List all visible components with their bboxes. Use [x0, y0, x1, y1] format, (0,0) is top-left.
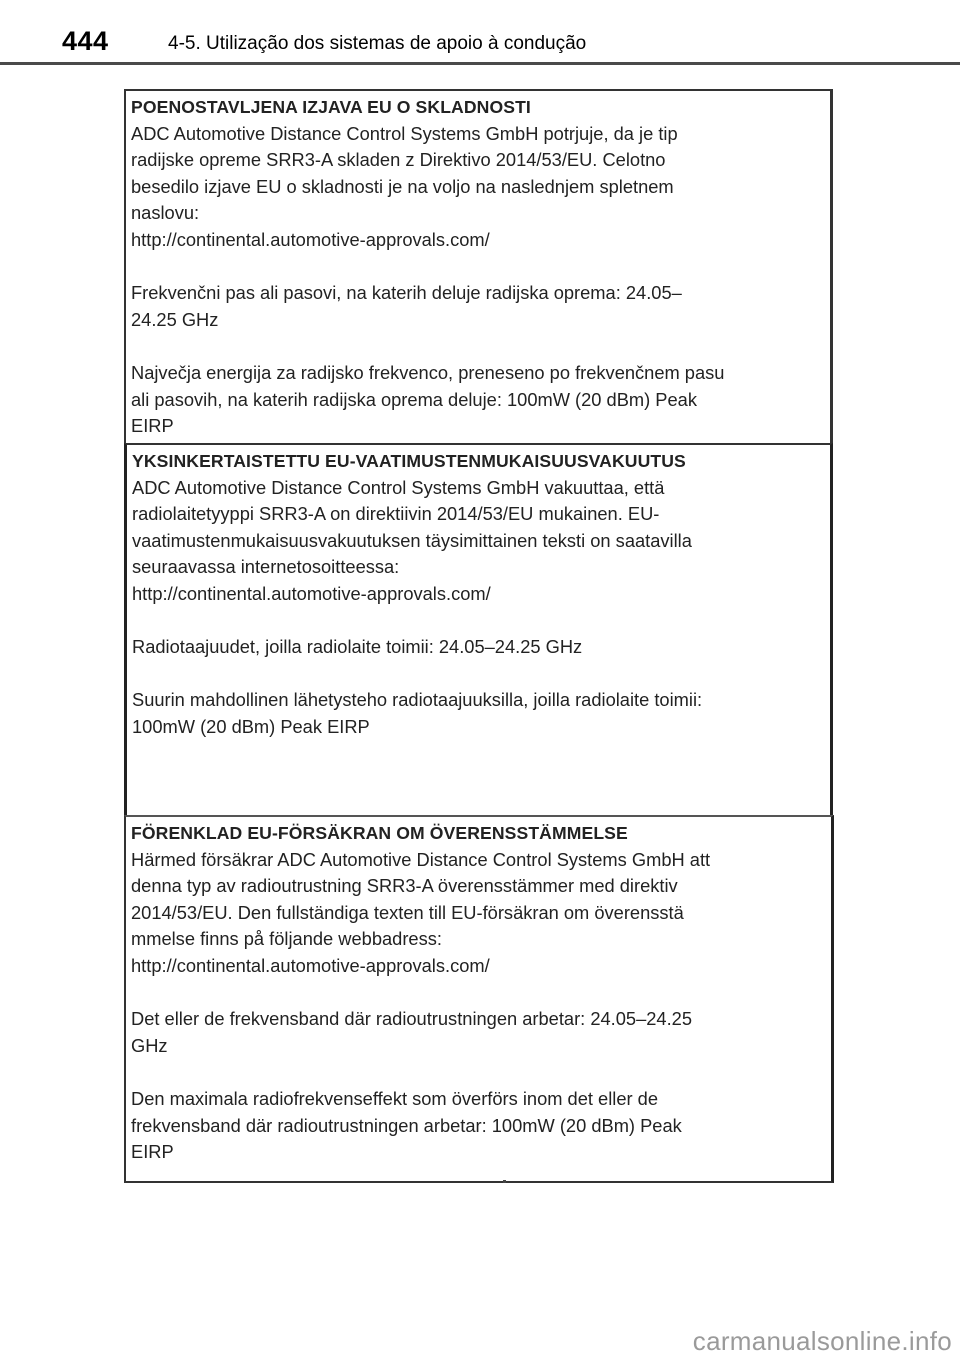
text-line: Največja energija za radijsko frekvenco, preneseno po frekvenčnem pasu — [131, 361, 725, 383]
site-watermark: carmanualsonline.info — [692, 1326, 952, 1356]
text-line: 2014/53/EU. Den fullständiga texten till EU-försäkran om överensstä — [131, 901, 684, 923]
text-line: ADC Automotive Distance Control Systems GmbH vakuuttaa, että — [132, 476, 665, 498]
declaration-heading: POENOSTAVLJENA IZJAVA EU O SKLADNOSTI — [131, 97, 531, 117]
text-line: seuraavassa internetosoitteessa: — [132, 556, 400, 578]
text-line: ADC Automotive Distance Control Systems GmbH potrjuje, da je tip — [131, 122, 678, 144]
approval-url: http://continental.automotive-approvals.com/ — [132, 582, 491, 604]
text-line: ali pasovih, na katerih radijska oprema deluje: 100mW (20 dBm) Peak — [131, 388, 697, 410]
approval-url: http://continental.automotive-approvals.com/ — [131, 954, 490, 976]
text-line: radijske opreme SRR3-A skladen z Direktivo 2014/53/EU. Celotno — [131, 149, 666, 171]
text-line: naslovu: — [131, 202, 200, 224]
declaration-swedish — [124, 815, 834, 1183]
text-line: 24.25 GHz — [131, 308, 219, 330]
declaration-finnish — [124, 443, 833, 815]
text-line: frekvensband där radioutrustningen arbetar: 100mW (20 dBm) Peak — [131, 1114, 682, 1136]
stray-mark — [503, 1180, 506, 1183]
text-line: mmelse finns på följande webbadress: — [131, 928, 442, 950]
text-line: radiolaitetyyppi SRR3-A on direktiivin 2014/53/EU mukainen. EU- — [132, 503, 660, 525]
paragraph-gap — [131, 1059, 831, 1086]
text-line: denna typ av radioutrustning SRR3-A överensstämmer med direktiv — [131, 875, 678, 897]
text-line: Den maximala radiofrekvenseffekt som överförs inom det eller de — [131, 1087, 659, 1109]
text-line: EIRP — [131, 1141, 174, 1163]
paragraph-gap — [131, 333, 830, 360]
text-line: vaatimustenmukaisuusvakuutuksen täysimittainen teksti on saatavilla — [132, 529, 692, 551]
paragraph-gap — [132, 608, 830, 635]
declaration-heading: FÖRENKLAD EU-FÖRSÄKRAN OM ÖVERENSSTÄMMELSE — [131, 823, 628, 843]
approval-url: http://continental.automotive-approvals.com/ — [131, 228, 490, 250]
section-title: 4-5. Utilização dos sistemas de apoio à condução — [168, 33, 587, 54]
text-line: Suurin mahdollinen lähetysteho radiotaajuuksilla, joilla radiolaite toimii: — [132, 689, 703, 711]
header-rule — [0, 62, 960, 65]
paragraph-gap — [131, 980, 831, 1007]
text-line: besedilo izjave EU o skladnosti je na voljo na naslednjem spletnem — [131, 175, 674, 197]
page-number: 444 — [62, 26, 109, 56]
text-line: Det eller de frekvensband där radioutrustningen arbetar: 24.05–24.25 — [131, 1008, 692, 1030]
text-line: EIRP — [131, 415, 174, 437]
declaration-slovenian — [124, 89, 833, 443]
text-line: 100mW (20 dBm) Peak EIRP — [132, 715, 370, 737]
declaration-heading: YKSINKERTAISTETTU EU-VAATIMUSTENMUKAISUUSVAKUUTUS — [132, 451, 686, 471]
paragraph-gap — [131, 254, 830, 281]
text-line: GHz — [131, 1034, 168, 1056]
text-line: Frekvenčni pas ali pasovi, na katerih deluje radijska oprema: 24.05– — [131, 282, 682, 304]
paragraph-gap — [132, 661, 830, 688]
text-line: Härmed försäkrar ADC Automotive Distance Control Systems GmbH att — [131, 848, 711, 870]
page-header — [0, 0, 960, 66]
text-line: Radiotaajuudet, joilla radiolaite toimii: 24.05–24.25 GHz — [132, 636, 583, 658]
